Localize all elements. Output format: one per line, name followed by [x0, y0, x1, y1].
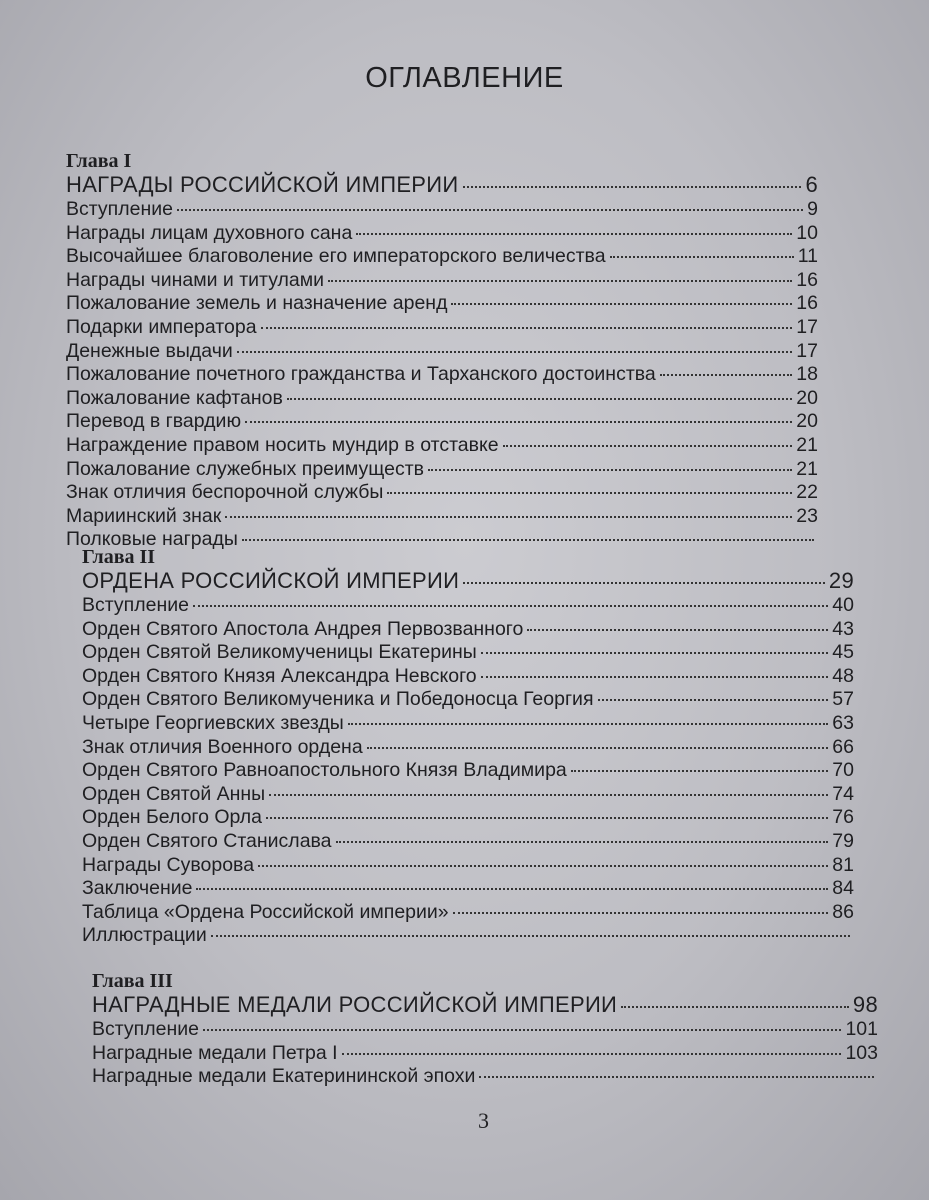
leader-dots — [177, 209, 803, 211]
leader-dots — [328, 280, 792, 282]
page-ref: 48 — [832, 664, 854, 687]
page-ref: 43 — [832, 617, 854, 640]
toc-entry-label: Высочайшее благоволение его императорского величества — [66, 245, 606, 268]
toc-entry-label: Орден Святого Великомученика и Победоносца Георгия — [82, 688, 594, 711]
toc-entry[interactable] — [66, 458, 818, 482]
page-number: 3 — [478, 1108, 489, 1133]
toc-entry-label: Полковые награды — [66, 528, 238, 551]
toc-entry-label: Пожалование почетного гражданства и Тарханского достоинства — [66, 363, 656, 386]
page-ref: 40 — [832, 594, 854, 616]
toc-entry[interactable] — [82, 783, 854, 807]
leader-dots — [387, 492, 792, 494]
leader-dots — [342, 1053, 842, 1055]
leader-dots — [479, 1076, 874, 1078]
chapter-2 — [82, 546, 854, 948]
leader-dots — [463, 186, 802, 188]
page-ref: 23 — [796, 504, 818, 527]
leader-dots — [266, 817, 828, 819]
toc-entry-label: Четыре Георгиевских звезды — [82, 711, 344, 734]
page-ref: 29 — [828, 568, 854, 593]
toc-entry-label: Пожалование кафтанов — [66, 386, 283, 409]
chapter-number: Глава I — [66, 150, 132, 172]
toc-entry-label: Знак отличия беспорочной службы — [66, 481, 384, 504]
toc-entry-label: Наградные медали Петра I — [92, 1041, 338, 1064]
page-ref: 86 — [832, 900, 854, 923]
page-ref: 103 — [845, 1041, 878, 1064]
toc-entry[interactable] — [66, 292, 818, 316]
chapter-1 — [66, 150, 818, 552]
toc-entry-label: Орден Белого Орла — [82, 806, 262, 829]
leader-dots — [336, 841, 829, 843]
page-ref: 16 — [796, 292, 818, 315]
toc-entry[interactable] — [82, 665, 854, 689]
page-ref: 57 — [832, 688, 854, 711]
toc-entry[interactable] — [66, 245, 818, 269]
leader-dots — [610, 256, 794, 258]
leader-dots — [225, 516, 792, 518]
leader-dots — [203, 1029, 842, 1031]
page-ref: 21 — [796, 457, 818, 480]
toc-entry[interactable] — [82, 688, 854, 712]
page-ref: 63 — [832, 711, 854, 734]
toc-entry-label: Знак отличия Военного ордена — [82, 735, 363, 758]
leader-dots — [348, 723, 829, 725]
toc-entry-label: Пожалование служебных преимуществ — [66, 457, 424, 480]
page-ref: 18 — [796, 363, 818, 386]
toc-entry[interactable] — [66, 481, 818, 505]
page-ref: 6 — [805, 172, 818, 197]
leader-dots — [598, 699, 829, 701]
toc-entry-label: Награждение правом носить мундир в отставке — [66, 433, 499, 456]
leader-dots — [367, 747, 829, 749]
page-ref: 22 — [796, 481, 818, 504]
page-ref: 21 — [796, 433, 818, 456]
leader-dots — [527, 629, 828, 631]
chapter-heading[interactable] — [92, 992, 878, 1018]
page-ref: 84 — [832, 877, 854, 900]
toc-entry-label: Мариинский знак — [66, 504, 222, 527]
leader-dots — [428, 469, 792, 471]
toc-entry-label: Заключение — [82, 877, 193, 900]
leader-dots — [237, 351, 793, 353]
toc-entry-label: Орден Святого Равноапостольного Князя Владимира — [82, 759, 567, 782]
page-ref: 16 — [796, 268, 818, 291]
toc-entry[interactable] — [66, 340, 818, 364]
toc-entry[interactable] — [66, 410, 818, 434]
leader-dots — [451, 303, 792, 305]
leader-dots — [196, 888, 828, 890]
page-ref: 10 — [796, 221, 818, 244]
page-ref: 66 — [832, 735, 854, 758]
chapter-heading[interactable] — [82, 568, 854, 594]
toc-entry-label: Награды лицам духовного сана — [66, 221, 353, 244]
toc-entry[interactable] — [66, 198, 818, 222]
page-ref: 17 — [796, 339, 818, 362]
chapter-heading-label: НАГРАДНЫЕ МЕДАЛИ РОССИЙСКОЙ ИМПЕРИИ — [92, 992, 618, 1017]
leader-dots — [660, 374, 793, 376]
toc-entry-label: Денежные выдачи — [66, 339, 233, 362]
toc-entry[interactable] — [82, 877, 854, 901]
toc-entry[interactable] — [66, 222, 818, 246]
leader-dots — [453, 912, 829, 914]
leader-dots — [245, 421, 792, 423]
toc-entry[interactable] — [66, 363, 818, 387]
chapter-heading-label: НАГРАДЫ РОССИЙСКОЙ ИМПЕРИИ — [66, 172, 459, 197]
toc-entry-label: Наградные медали Екатерининской эпохи — [92, 1065, 476, 1088]
toc-entry[interactable] — [82, 830, 854, 854]
leader-dots — [258, 865, 828, 867]
toc-entry[interactable] — [66, 505, 818, 529]
toc-entry[interactable] — [82, 712, 854, 736]
entry-list — [66, 198, 818, 552]
leader-dots — [261, 327, 793, 329]
toc-entry[interactable] — [82, 901, 854, 925]
leader-dots — [242, 539, 814, 541]
chapter-heading[interactable] — [66, 172, 818, 198]
toc-entry[interactable] — [66, 269, 818, 293]
toc-entry-label: Вступление — [92, 1018, 199, 1040]
toc-entry-label: Перевод в гвардию — [66, 410, 242, 433]
toc-entry-label: Орден Святой Анны — [82, 782, 266, 805]
page-ref: 76 — [832, 806, 854, 829]
leader-dots — [287, 398, 792, 400]
toc-entry-label: Таблица «Ордена Российской империи» — [82, 900, 449, 923]
toc-entry[interactable] — [82, 806, 854, 830]
toc-entry[interactable] — [82, 924, 854, 948]
toc-entry-label: Орден Святой Великомученицы Екатерины — [82, 641, 477, 664]
page-ref: 17 — [796, 315, 818, 338]
page-ref: 11 — [797, 245, 818, 268]
leader-dots — [503, 445, 793, 447]
page-ref: 45 — [832, 641, 854, 664]
chapter-number: Глава III — [92, 970, 173, 992]
page-ref: 9 — [807, 198, 818, 220]
leader-dots — [463, 582, 825, 584]
leader-dots — [621, 1006, 849, 1008]
chapter-heading-label: ОРДЕНА РОССИЙСКОЙ ИМПЕРИИ — [82, 568, 460, 593]
page-ref: 79 — [832, 829, 854, 852]
leader-dots — [481, 676, 829, 678]
page-ref: 101 — [845, 1018, 878, 1040]
toc-entry-label: Подарки императора — [66, 315, 257, 338]
toc-entry-label: Пожалование земель и назначение аренд — [66, 292, 448, 315]
toc-entry[interactable] — [66, 316, 818, 340]
toc-entry[interactable] — [82, 641, 854, 665]
toc-entry[interactable] — [82, 594, 854, 618]
toc-entry[interactable] — [66, 434, 818, 458]
toc-entry-label: Награды чинами и титулами — [66, 268, 325, 291]
toc-entry[interactable] — [82, 854, 854, 878]
leader-dots — [193, 605, 828, 607]
leader-dots — [211, 935, 850, 937]
toc-entry[interactable] — [82, 759, 854, 783]
chapter-number: Глава II — [82, 546, 156, 568]
page-ref: 98 — [852, 992, 878, 1017]
toc-entry-label: Вступление — [82, 594, 189, 616]
page-ref: 70 — [832, 759, 854, 782]
toc-entry-label: Вступление — [66, 198, 173, 220]
toc-entry-label: Орден Святого Станислава — [82, 829, 332, 852]
toc-entry-label: Орден Святого Апостола Андрея Первозванного — [82, 617, 524, 640]
page-ref: 74 — [832, 782, 854, 805]
page-ref: 20 — [796, 410, 818, 433]
toc-entry[interactable] — [92, 1065, 878, 1089]
leader-dots — [481, 652, 828, 654]
toc-entry-label: Иллюстрации — [82, 924, 207, 947]
toc-entry[interactable] — [82, 736, 854, 760]
page-ref: 20 — [796, 386, 818, 409]
page-title: ОГЛАВЛЕНИЕ — [365, 62, 564, 94]
leader-dots — [269, 794, 828, 796]
toc-entry-label: Награды Суворова — [82, 853, 255, 876]
toc-entry[interactable] — [92, 1042, 878, 1066]
toc-entry-label: Орден Святого Князя Александра Невского — [82, 664, 477, 687]
entry-list — [82, 594, 854, 948]
page-ref: 81 — [832, 853, 854, 876]
chapter-3 — [92, 970, 878, 1089]
leader-dots — [571, 770, 829, 772]
toc-entry[interactable] — [92, 1018, 878, 1042]
toc-entry[interactable] — [66, 387, 818, 411]
entry-list — [92, 1018, 878, 1089]
leader-dots — [356, 233, 792, 235]
toc-entry[interactable] — [82, 618, 854, 642]
